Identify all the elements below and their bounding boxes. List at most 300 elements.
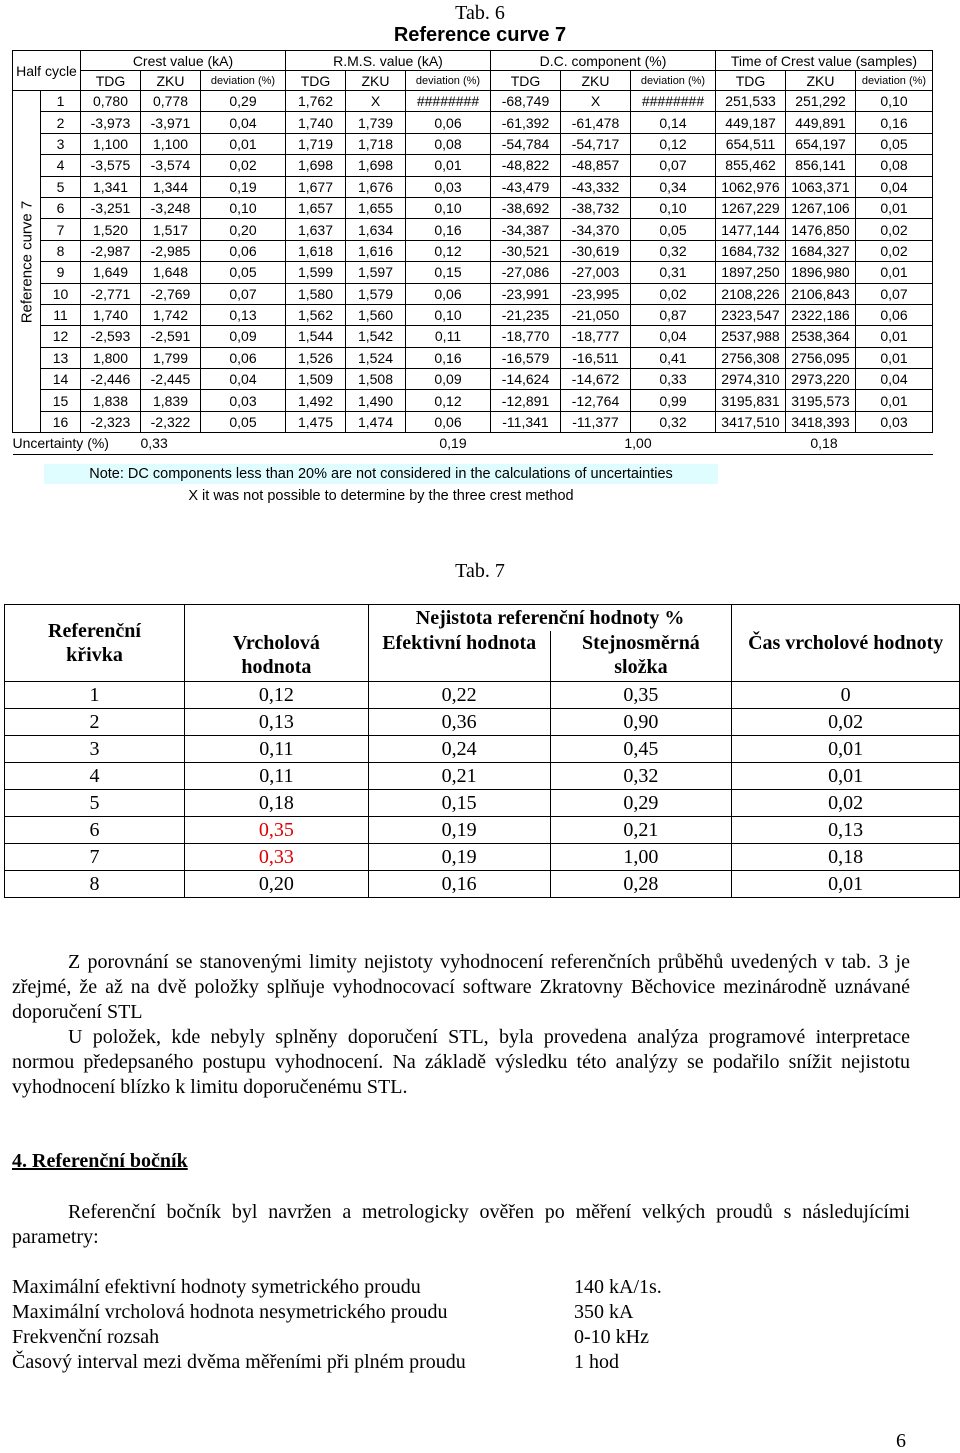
table6-cell: 856,141 (786, 155, 856, 176)
table6-row (13, 283, 933, 304)
table6-cell: 0,32 (631, 240, 716, 261)
half-cycle-number: 15 (41, 390, 81, 411)
table6-row (13, 197, 933, 218)
header-rms: Efektivní hodnota (368, 631, 550, 682)
table6-cell: 2538,364 (786, 326, 856, 347)
table6-row (13, 326, 933, 347)
table6-cell: 0,06 (406, 283, 491, 304)
table6-row (13, 369, 933, 390)
table6-cell: 1,508 (346, 369, 406, 390)
table6-cell: 1,492 (286, 390, 346, 411)
half-cycle-number: 1 (41, 91, 81, 112)
table7-cell: 0,35 (550, 682, 732, 709)
table6-cell: 0,11 (406, 326, 491, 347)
table6-cell: 1,544 (286, 326, 346, 347)
table6-cell: 2973,220 (786, 369, 856, 390)
table6-cell: 449,891 (786, 112, 856, 133)
table6-cell: 2974,310 (716, 369, 786, 390)
table6-cell: 0,12 (631, 133, 716, 154)
table7-cell: 0,24 (368, 736, 550, 763)
table6-cell: 1,739 (346, 112, 406, 133)
table6-cell: 1,637 (286, 219, 346, 240)
table6-row (13, 219, 933, 240)
table6-cell: 0,09 (201, 326, 286, 347)
table6-cell: 1,799 (141, 347, 201, 368)
half-cycle-number: 7 (41, 219, 81, 240)
table6-cell: 1,475 (286, 411, 346, 432)
param-label: Maximální vrcholová hodnota nesymetrického proudu (12, 1301, 448, 1323)
table7-cell: 0,12 (184, 682, 368, 709)
table6-cell: -54,717 (561, 133, 631, 154)
ref-curve-number: 5 (5, 790, 185, 817)
table6-uncertainty-row (13, 433, 933, 454)
table6-cell: -54,784 (491, 133, 561, 154)
table7-cell: 0,21 (368, 763, 550, 790)
table6-cell: -43,479 (491, 176, 561, 197)
table6-cell: 2323,547 (716, 304, 786, 325)
table6-cell: 0,05 (856, 133, 933, 154)
half-cycle-number: 12 (41, 326, 81, 347)
table6-cell: 1,562 (286, 304, 346, 325)
table7-row (5, 736, 960, 763)
table6-cell: 1,100 (81, 133, 141, 154)
header-crest: Vrcholová hodnota (184, 631, 368, 682)
table6-cell: ######## (406, 91, 491, 112)
table6-caption: Tab. 6 (455, 2, 505, 24)
table7-cell: 0,19 (368, 817, 550, 844)
table6-cell: -2,769 (141, 283, 201, 304)
table6-cell: 1,740 (286, 112, 346, 133)
table7-cell: 0,21 (550, 817, 732, 844)
ref-curve-number: 3 (5, 736, 185, 763)
table6-cell: 1063,371 (786, 176, 856, 197)
table6-cell: 0,16 (406, 347, 491, 368)
table6-row (13, 390, 933, 411)
half-cycle-number: 11 (41, 304, 81, 325)
ref-curve-number: 7 (5, 844, 185, 871)
table6-header-row-2 (13, 71, 933, 91)
table7-cell: 0,90 (550, 709, 732, 736)
table7-cell: 0,32 (550, 763, 732, 790)
table6-cell: 1,718 (346, 133, 406, 154)
table6-cell: 0,41 (631, 347, 716, 368)
table6-cell: 0,15 (406, 262, 491, 283)
table6-cell: 0,05 (631, 219, 716, 240)
half-cycle-number: 4 (41, 155, 81, 176)
table6-cell: 1684,327 (786, 240, 856, 261)
table6-cell: 1,655 (346, 197, 406, 218)
table6-cell: X (346, 91, 406, 112)
table6-cell: -14,672 (561, 369, 631, 390)
table6-cell: 1,800 (81, 347, 141, 368)
table6-cell: -27,086 (491, 262, 561, 283)
table7-cell: 0,22 (368, 682, 550, 709)
header-time: Čas vrcholové hodnoty (732, 631, 960, 682)
table6-cell: 1,762 (286, 91, 346, 112)
table6-cell: 0,02 (201, 155, 286, 176)
table6-cell: 0,06 (406, 112, 491, 133)
table6-cell: -23,991 (491, 283, 561, 304)
table6-cell: 0,10 (631, 197, 716, 218)
table6-row (13, 91, 933, 112)
table6-cell: 0,19 (201, 176, 286, 197)
uncertainty-rms: 0,19 (346, 433, 561, 454)
header-uncertainty: Nejistota referenční hodnoty % (368, 605, 732, 632)
table6-cell: 1,580 (286, 283, 346, 304)
table6-cell: 0,07 (631, 155, 716, 176)
subheader-tdg: TDG (286, 71, 346, 91)
table6-cell: -27,003 (561, 262, 631, 283)
header-rms-value: R.M.S. value (kA) (286, 51, 491, 71)
table6-cell: 0,01 (856, 347, 933, 368)
uncertainty-crest: 0,33 (141, 433, 346, 454)
table6-row (13, 411, 933, 432)
table6-body (13, 91, 933, 433)
table6-cell: -2,445 (141, 369, 201, 390)
table6-cell: 1,657 (286, 197, 346, 218)
table7-cell: 0,33 (184, 844, 368, 871)
half-cycle-number: 6 (41, 197, 81, 218)
table6-cell: 1,542 (346, 326, 406, 347)
table7-cell: 0,11 (184, 736, 368, 763)
ref-curve-number: 8 (5, 871, 185, 898)
table7-cell: 0,16 (368, 871, 550, 898)
table6-cell: 0,07 (201, 283, 286, 304)
table7-cell: 0,13 (732, 817, 960, 844)
table7-body (5, 682, 960, 898)
table6-cell: 0,10 (856, 91, 933, 112)
param-value: 0-10 kHz (574, 1326, 649, 1348)
param-label: Časový interval mezi dvěma měřeními při plném proudu (12, 1351, 466, 1373)
table6-cell: 0,09 (406, 369, 491, 390)
table6-note-dc: Note: DC components less than 20% are not considered in the calculations of uncertainties (44, 464, 718, 484)
table6-cell: 1,344 (141, 176, 201, 197)
half-cycle-number: 13 (41, 347, 81, 368)
table6-cell: -12,764 (561, 390, 631, 411)
table6-cell: 0,10 (201, 197, 286, 218)
table6-cell: 0,01 (856, 262, 933, 283)
table6-cell: 0,12 (406, 240, 491, 261)
table6-cell: 0,06 (201, 240, 286, 261)
uncertainty-time: 0,18 (716, 433, 933, 454)
table7-row (5, 682, 960, 709)
table6-row (13, 240, 933, 261)
table6-cell: 1476,850 (786, 219, 856, 240)
table6-cell: 3417,510 (716, 411, 786, 432)
table6-cell: -18,770 (491, 326, 561, 347)
table6-cell: -30,521 (491, 240, 561, 261)
table6-cell: 0,04 (631, 326, 716, 347)
table6-cell: 0,33 (631, 369, 716, 390)
table6-cell: 1,698 (286, 155, 346, 176)
table7-cell: 0,15 (368, 790, 550, 817)
table6-cell: -2,987 (81, 240, 141, 261)
header-half-cycle: Half cycle (13, 51, 81, 91)
table6-cell: 1,100 (141, 133, 201, 154)
param-label: Maximální efektivní hodnoty symetrického proudu (12, 1276, 421, 1298)
table6-cell: 0,04 (201, 369, 286, 390)
table7-cell: 0,18 (732, 844, 960, 871)
table6-cell: -43,332 (561, 176, 631, 197)
table6-row (13, 112, 933, 133)
side-label-cell (13, 91, 41, 433)
table6-cell: 0,01 (856, 326, 933, 347)
table6-cell: -3,971 (141, 112, 201, 133)
table6-cell: 449,187 (716, 112, 786, 133)
table6-cell: 3195,573 (786, 390, 856, 411)
half-cycle-number: 10 (41, 283, 81, 304)
table6-note-x: X it was not possible to determine by the three crest method (188, 488, 574, 504)
table6-cell: 0,04 (201, 112, 286, 133)
table6-cell: 2756,308 (716, 347, 786, 368)
half-cycle-number: 5 (41, 176, 81, 197)
table6-cell: 0,778 (141, 91, 201, 112)
table6-cell: -3,973 (81, 112, 141, 133)
table6-cell: 0,01 (201, 133, 286, 154)
table7-cell: 0,19 (368, 844, 550, 871)
table6-row (13, 304, 933, 325)
table6-cell: 0,99 (631, 390, 716, 411)
table6-cell: 1,524 (346, 347, 406, 368)
param-value: 1 hod (574, 1351, 619, 1373)
table7-cell: 0,35 (184, 817, 368, 844)
subheader-tdg: TDG (81, 71, 141, 91)
table6-cell: 0,10 (406, 304, 491, 325)
table6-cell: 0,34 (631, 176, 716, 197)
table7-cell: 0,36 (368, 709, 550, 736)
paragraph-comparison: Z porovnání se stanovenými limity nejistoty vyhodnocení referenčních průběhů uvedených v tab. 3 je zřejmé, že až na dvě položky splňuje vyhodnocovací software Zkratovny Běchovice mezinárodně uznávané doporučení STL (12, 951, 910, 1023)
table6-cell: 0,13 (201, 304, 286, 325)
table6-cell: -68,749 (491, 91, 561, 112)
table6-cell: -48,857 (561, 155, 631, 176)
uncertainty-label: Uncertainty (%) (13, 433, 141, 454)
table7-cell: 0,29 (550, 790, 732, 817)
paragraph-stl: U položek, kde nebyly splněny doporučení STL, byla provedena analýza programové interpretace normou předepsaného postupu vyhodnocení. Na základě výsledku této analýzy se podařilo snížit nejistotu vyhodnocení blízko k limitu doporučenému STL. (12, 1026, 910, 1098)
table7-cell: 0,01 (732, 871, 960, 898)
table6-cell: 2106,843 (786, 283, 856, 304)
table6-cell: 0,08 (856, 155, 933, 176)
table7-row (5, 817, 960, 844)
table6-row (13, 176, 933, 197)
half-cycle-number: 3 (41, 133, 81, 154)
table6-cell: 1896,980 (786, 262, 856, 283)
table6-cell: -21,235 (491, 304, 561, 325)
table6-cell: X (561, 91, 631, 112)
table6-cell: -2,591 (141, 326, 201, 347)
table6-cell: 1,474 (346, 411, 406, 432)
table7-cell: 0,11 (184, 763, 368, 790)
table6-cell: 0,03 (406, 176, 491, 197)
table7-row (5, 763, 960, 790)
table7-row (5, 790, 960, 817)
table7-cell: 0,01 (732, 763, 960, 790)
table6-cell: 1,599 (286, 262, 346, 283)
table6-cell: 1,579 (346, 283, 406, 304)
table6-cell: 1,719 (286, 133, 346, 154)
table6-cell: 0,12 (406, 390, 491, 411)
table7-cell: 0,45 (550, 736, 732, 763)
table7-cell: 0,13 (184, 709, 368, 736)
table7-row (5, 844, 960, 871)
table6-cell: -16,579 (491, 347, 561, 368)
table6-cell: 1,740 (81, 304, 141, 325)
table7-cell: 0,01 (732, 736, 960, 763)
table6-cell: -16,511 (561, 347, 631, 368)
table7-cell: 1,00 (550, 844, 732, 871)
table6-cell: 1,648 (141, 262, 201, 283)
table6-cell: 1,676 (346, 176, 406, 197)
table6-cell: -2,771 (81, 283, 141, 304)
table6-cell: -3,574 (141, 155, 201, 176)
table7-header-row-1 (5, 605, 960, 632)
table6-cell: -2,985 (141, 240, 201, 261)
table6-cell: 0,10 (406, 197, 491, 218)
table6-cell: 0,32 (631, 411, 716, 432)
table6-cell: 251,533 (716, 91, 786, 112)
table6-cell: 2756,095 (786, 347, 856, 368)
table6 (12, 50, 933, 455)
table6-cell: -3,251 (81, 197, 141, 218)
table6-cell: 654,511 (716, 133, 786, 154)
table6-cell: 0,02 (631, 283, 716, 304)
table6-cell: 1,698 (346, 155, 406, 176)
table6-cell: 0,20 (201, 219, 286, 240)
table6-cell: 0,29 (201, 91, 286, 112)
table6-cell: -2,323 (81, 411, 141, 432)
ref-curve-number: 6 (5, 817, 185, 844)
table7-caption: Tab. 7 (455, 560, 505, 582)
header-dc: Stejnosměrná složka (550, 631, 732, 682)
subheader-deviation: deviation (%) (631, 71, 716, 91)
half-cycle-number: 9 (41, 262, 81, 283)
param-value: 140 kA/1s. (574, 1276, 662, 1298)
table6-row (13, 155, 933, 176)
table6-cell: 1,560 (346, 304, 406, 325)
table6-cell: -38,732 (561, 197, 631, 218)
table6-cell: 1,520 (81, 219, 141, 240)
ref-curve-number: 2 (5, 709, 185, 736)
table6-cell: 3418,393 (786, 411, 856, 432)
table6-cell: -2,593 (81, 326, 141, 347)
table7-cell: 0,02 (732, 709, 960, 736)
table6-cell: 1477,144 (716, 219, 786, 240)
table6-cell: 0,01 (856, 197, 933, 218)
table6-row (13, 133, 933, 154)
subheader-deviation: deviation (%) (856, 71, 933, 91)
table7-row (5, 871, 960, 898)
subheader-zku: ZKU (786, 71, 856, 91)
ref-curve-number: 1 (5, 682, 185, 709)
table6-cell: 2108,226 (716, 283, 786, 304)
table6-cell: 0,02 (856, 240, 933, 261)
table6-title: Reference curve 7 (393, 24, 567, 46)
table6-cell: -61,392 (491, 112, 561, 133)
table6-cell: 0,87 (631, 304, 716, 325)
table7-cell: 0 (732, 682, 960, 709)
table6-cell: 3195,831 (716, 390, 786, 411)
table6-row (13, 347, 933, 368)
table6-cell: -11,341 (491, 411, 561, 432)
table6-cell: -38,692 (491, 197, 561, 218)
table6-cell: -12,891 (491, 390, 561, 411)
table6-cell: 0,01 (406, 155, 491, 176)
param-value: 350 kA (574, 1301, 634, 1323)
table6-cell: 1,677 (286, 176, 346, 197)
table6-cell: 1,616 (346, 240, 406, 261)
table6-cell: -3,575 (81, 155, 141, 176)
uncertainty-dc: 1,00 (561, 433, 716, 454)
table6-cell: 0,16 (856, 112, 933, 133)
table6-cell: 0,780 (81, 91, 141, 112)
table6-cell: 1,517 (141, 219, 201, 240)
header-crest-value: Crest value (kA) (81, 51, 286, 71)
table6-cell: 0,06 (201, 347, 286, 368)
table6-cell: 1267,229 (716, 197, 786, 218)
page-number: 6 (896, 1430, 906, 1452)
table6-cell: -14,624 (491, 369, 561, 390)
table6-cell: 1,839 (141, 390, 201, 411)
table6-cell: 0,16 (406, 219, 491, 240)
table7-cell: 0,18 (184, 790, 368, 817)
subheader-zku: ZKU (346, 71, 406, 91)
table6-cell: 1,649 (81, 262, 141, 283)
table6-cell: 0,03 (856, 411, 933, 432)
table6-cell: 1,490 (346, 390, 406, 411)
table6-cell: 0,14 (631, 112, 716, 133)
header-dc-component: D.C. component (%) (491, 51, 716, 71)
half-cycle-number: 14 (41, 369, 81, 390)
table6-cell: 0,05 (201, 411, 286, 432)
table6-cell: 0,31 (631, 262, 716, 283)
table6-cell: 251,292 (786, 91, 856, 112)
table6-cell: -11,377 (561, 411, 631, 432)
table6-cell: 0,07 (856, 283, 933, 304)
table6-cell: -48,822 (491, 155, 561, 176)
table6-row (13, 262, 933, 283)
table6-cell: 0,06 (406, 411, 491, 432)
table6-cell: 0,01 (856, 390, 933, 411)
subheader-tdg: TDG (716, 71, 786, 91)
table6-cell: -18,777 (561, 326, 631, 347)
header-time-of-crest: Time of Crest value (samples) (716, 51, 933, 71)
subheader-zku: ZKU (561, 71, 631, 91)
table6-cell: 1,341 (81, 176, 141, 197)
table6-cell: -34,370 (561, 219, 631, 240)
table6-cell: 2322,186 (786, 304, 856, 325)
table6-cell: -34,387 (491, 219, 561, 240)
side-label: Reference curve 7 (18, 200, 35, 323)
table6-cell: -30,619 (561, 240, 631, 261)
table6-header-row-1 (13, 51, 933, 71)
subheader-deviation: deviation (%) (406, 71, 491, 91)
table6-cell: -2,322 (141, 411, 201, 432)
table6-cell: 0,04 (856, 369, 933, 390)
table7-row (5, 709, 960, 736)
half-cycle-number: 8 (41, 240, 81, 261)
table7-cell: 0,28 (550, 871, 732, 898)
ref-curve-number: 4 (5, 763, 185, 790)
table6-cell: -23,995 (561, 283, 631, 304)
table6-cell: 1,509 (286, 369, 346, 390)
table6-cell: -3,248 (141, 197, 201, 218)
table6-cell: 0,05 (201, 262, 286, 283)
table6-cell: 1684,732 (716, 240, 786, 261)
subheader-tdg: TDG (491, 71, 561, 91)
half-cycle-number: 16 (41, 411, 81, 432)
table6-cell: 654,197 (786, 133, 856, 154)
table6-cell: 1,526 (286, 347, 346, 368)
table6-cell: 1,838 (81, 390, 141, 411)
